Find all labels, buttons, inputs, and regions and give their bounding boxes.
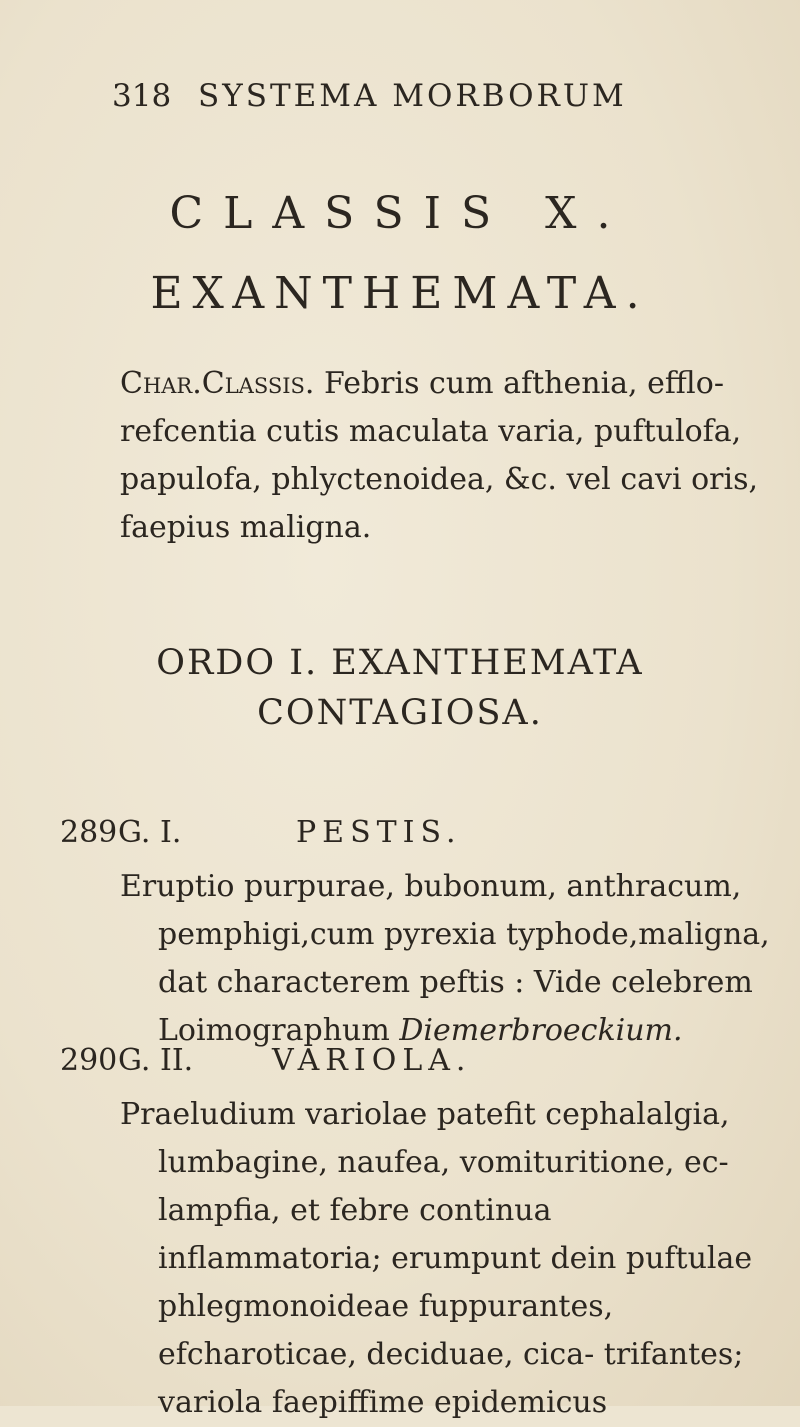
entry-genus: G. II. [118, 1043, 194, 1078]
entry-text-rest: pemphigi,cum pyrexia typhode,maligna, dat characterem peftis : Vide celebrem Loimographum [158, 917, 770, 1048]
classis-title: CLASSIS X. [169, 188, 631, 239]
entry-number: 289 [60, 815, 118, 850]
entry-genus: G. I. [118, 815, 182, 850]
entry-name: VARIOLA. [272, 1043, 472, 1078]
running-header [112, 78, 772, 114]
ordo-heading [0, 638, 800, 738]
entry-name: PESTIS. [296, 815, 462, 850]
entry-number: 290 [60, 1043, 118, 1078]
entry-text-first: Praeludium variolae patefit cephalalgia, [120, 1097, 730, 1132]
page-number: 318 [112, 78, 172, 114]
entry-text-first: Eruptio purpurae, bubonum, anthracum, [120, 869, 742, 904]
entry-text-italic: Diemerbroeckium. [399, 1013, 683, 1048]
classis-subtitle: EXANTHEMATA. [150, 268, 650, 319]
character-text: Febris cum afthenia, efflo- refcentia cutis maculata varia, puftulofa, papulofa, phlyctenoidea, &c. vel cavi oris, faepius maligna. [120, 366, 759, 545]
entry-text-rest: lumbagine, naufea, vomituritione, ec- lampfia, et febre continua inflammatoria; erumpunt dein puftulae phlegmonoideae fuppurantes, efcharoticae, deciduae, cica- trifantes; variola faepiffime epidemicus [158, 1145, 753, 1420]
entry-description [120, 1091, 773, 1427]
ordo-line-2: CONTAGIOSA. [257, 693, 543, 733]
character-lead: Char.Classis. [120, 366, 315, 401]
ordo-line-1: ORDO I. EXANTHEMATA [156, 643, 644, 683]
class-character-paragraph [120, 360, 770, 552]
entry-description [120, 863, 773, 1055]
running-title: SYSTEMA MORBORUM [198, 78, 627, 114]
